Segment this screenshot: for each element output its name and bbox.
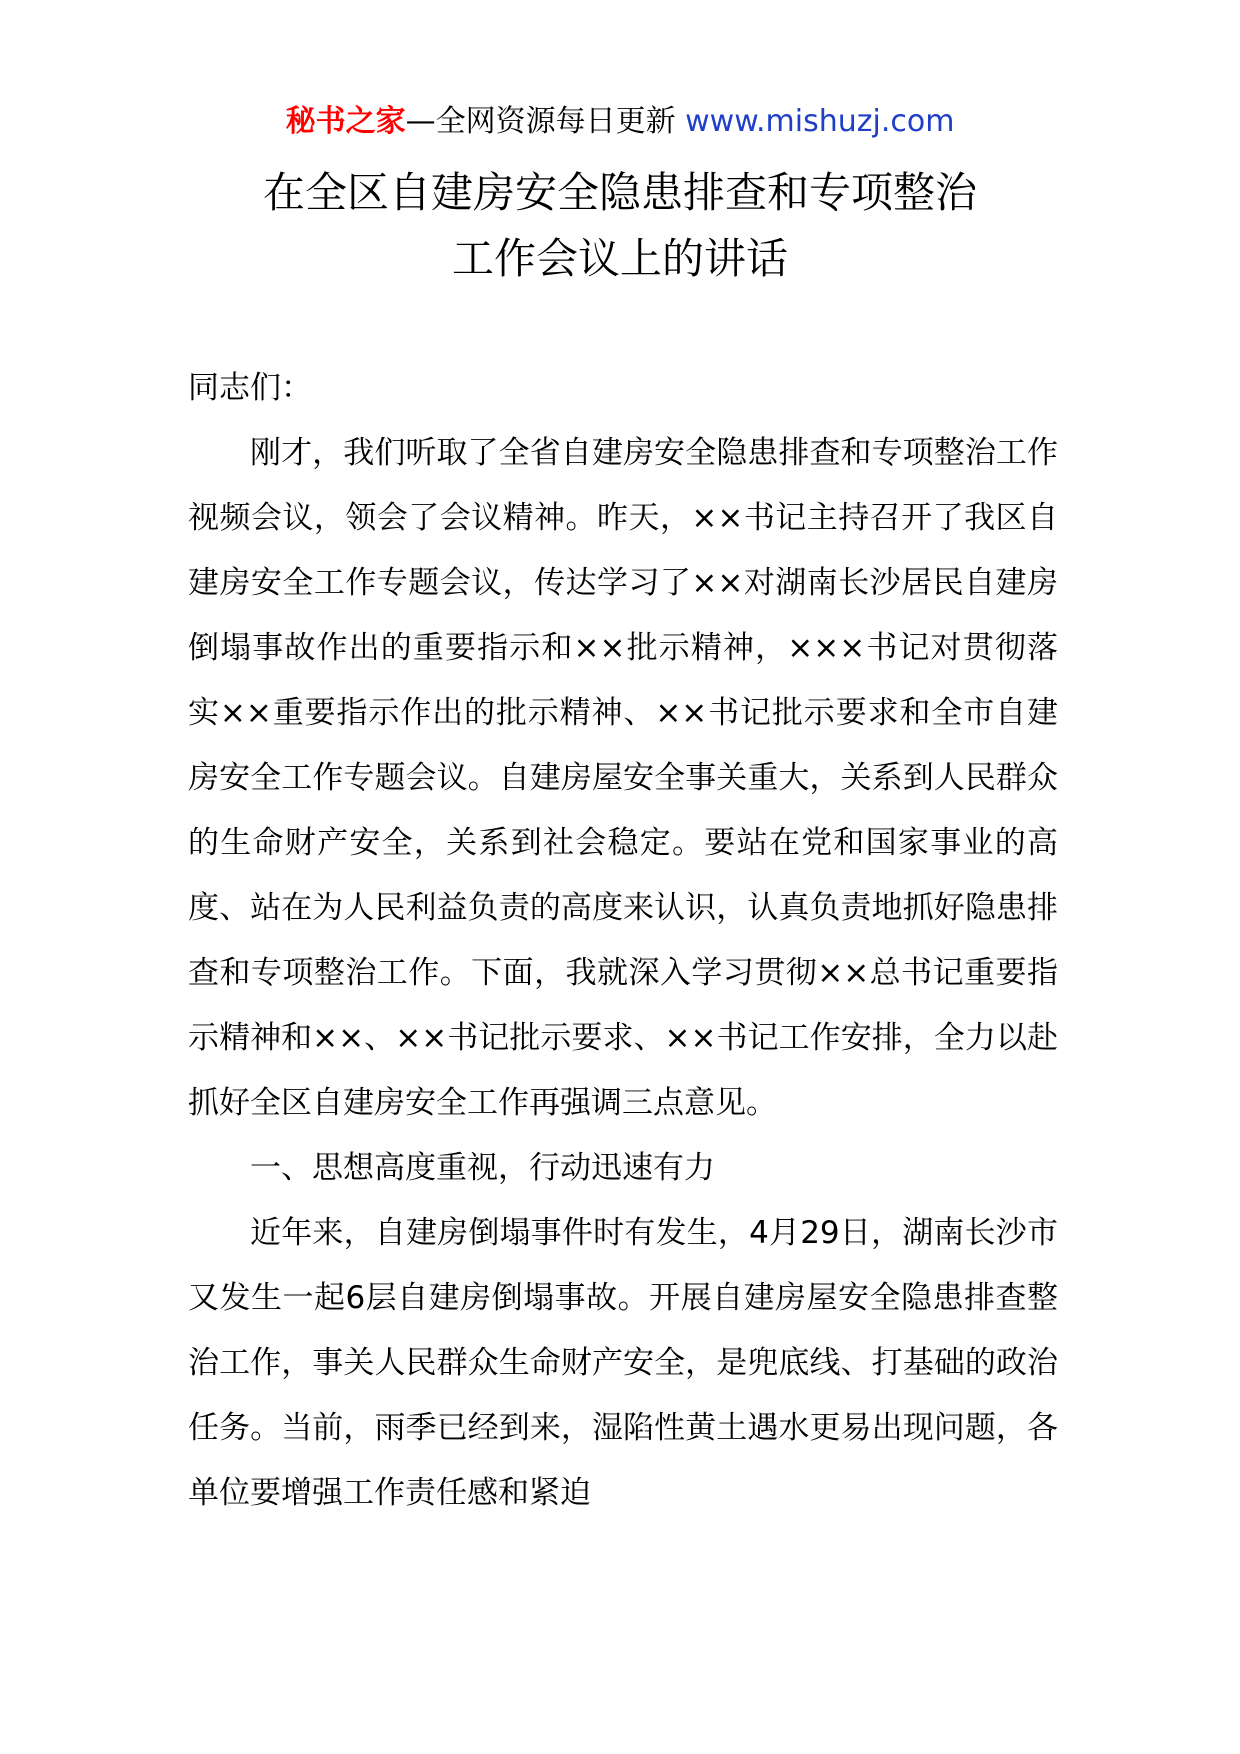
document-title-line-2: 工作会议上的讲话 [451,234,788,283]
section-heading: 一、思想高度重视，行动迅速有力 [250,1150,715,1186]
site-header [0,100,1240,144]
site-tagline: —全网资源每日更新 [405,104,676,139]
site-name: 秘书之家 [285,104,406,139]
section-paragraph: 近年来，自建房倒塌事件时有发生，4月29日，湖南长沙市又发生一起6层自建房倒塌事故。开展自建房屋安全隐患排查整治工作，事关人民群众生命财产安全，是兜底线、打基础的政治任务。当前，雨季已经到来，湿陷性黄土遇水更易出现问题，各单位要增强工作责任感和紧迫 [188,1215,1058,1511]
body-paragraph: 刚才，我们听取了全省自建房安全隐患排查和专项整治工作视频会议，领会了会议精神。昨天，××书记主持召开了我区自建房安全工作专题会议，传达学习了××对湖南长沙居民自建房倒塌事故作出的重要指示和××批示精神，×××书记对贯彻落实××重要指示作出的批示精神、××书记批示要求和全市自建房安全工作专题会议。自建房屋安全事关重大，关系到人民群众的生命财产安全，关系到社会稳定。要站在党和国家事业的高度、站在为人民利益负责的高度来认识，认真负责地抓好隐患排查和专项整治工作。下面，我就深入学习贯彻××总书记重要指示精神和××、××书记批示要求、××书记工作安排，全力以赴抓好全区自建房安全工作再强调三点意见。 [188,435,1058,1121]
salutation: 同志们： [188,370,312,406]
document-title-line-1: 在全区自建房安全隐患排查和专项整治 [262,168,977,217]
site-url-link[interactable]: www.mishuzj.com [685,104,955,139]
document-title [0,160,1240,292]
document-body [188,356,1058,1526]
